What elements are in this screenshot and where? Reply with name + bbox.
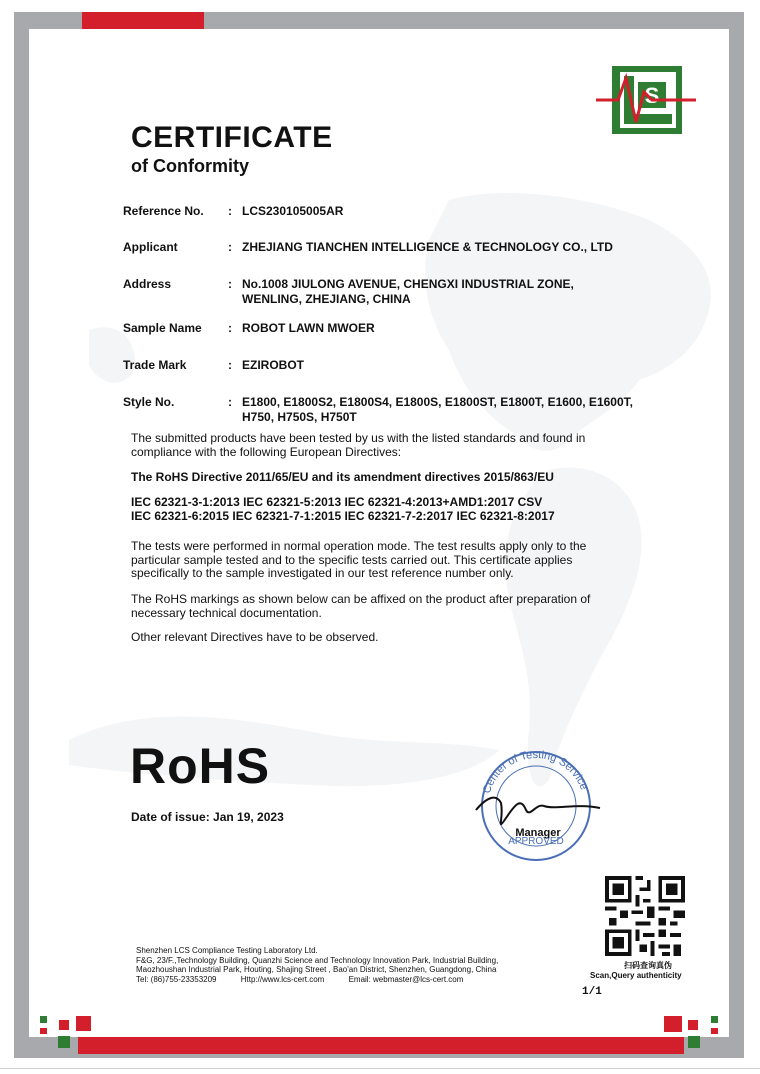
top-red-bar (82, 12, 204, 29)
certificate-subtitle: of Conformity (131, 156, 249, 176)
certificate-title: CERTIFICATE (131, 121, 333, 154)
tests-paragraph (131, 540, 621, 581)
field-value (242, 395, 662, 425)
bottom-red-bar (78, 1037, 684, 1054)
field-label: Applicant (123, 240, 178, 254)
field-colon: : (228, 395, 232, 409)
svg-text:Center of Testing Service (481, 749, 590, 795)
text-line: The tests were performed in normal operation mode. The test results apply only to the (131, 539, 587, 553)
stamp-approved: APPROVED (508, 836, 564, 847)
corner-square (688, 1020, 698, 1030)
text-line: compliance with the following European Directives: (131, 444, 402, 459)
corner-square (40, 1016, 47, 1023)
field-colon: : (228, 204, 232, 218)
corner-square (688, 1036, 700, 1048)
field-value-line: No.1008 JIULONG AVENUE, CHENGXI INDUSTRIAL ZONE, (242, 277, 574, 291)
field-colon: : (228, 321, 232, 335)
corner-square (58, 1036, 70, 1048)
corner-square (40, 1028, 47, 1034)
field-value: LCS230105005AR (242, 204, 344, 218)
qr-caption-en: Scan,Query authenticity (590, 971, 682, 980)
rohs-mark: RoHS (130, 738, 271, 794)
field-label: Reference No. (123, 204, 204, 218)
approval-stamp (466, 748, 606, 864)
field-colon: : (228, 277, 232, 291)
footer-contacts (136, 975, 498, 985)
footer-website-link[interactable]: Http://www.lcs-cert.com (240, 974, 325, 984)
corner-square (711, 1028, 718, 1034)
footer-company: Shenzhen LCS Compliance Testing Laboratory Ltd. (136, 946, 318, 955)
footer-tel: Tel: (86)755-23353209 (136, 974, 217, 984)
text-line: IEC 62321-3-1:2013 IEC 62321-5:2013 IEC 62321-4:2013+AMD1:2017 CSV (131, 495, 543, 509)
directive-line: The RoHS Directive 2011/65/EU and its amendment directives 2015/863/EU (131, 470, 554, 484)
stamp-role: Manager (515, 827, 561, 839)
footer-address-line: Maozhoushan Industrial Park, Houting, Shajing Street , Bao'an District, Shenzhen, Guangdong, China (136, 965, 497, 974)
text-line: specifically to the sample investigated in our test reference number only. (131, 566, 514, 580)
markings-paragraph (131, 593, 621, 620)
stamp-ring-text: Center of Testing Service (480, 748, 590, 796)
corner-square (76, 1016, 91, 1031)
other-directives: Other relevant Directives have to be observed. (131, 630, 379, 644)
footer-address-line: F&G, 23/F.,Technology Building, Quanzhi Science and Technology Innovation Park, Industrial Building, (136, 955, 499, 965)
standards-list (131, 496, 621, 523)
field-value-line: H750, H750S, H750T (242, 410, 357, 424)
field-colon: : (228, 358, 232, 372)
field-label: Trade Mark (123, 358, 187, 372)
corner-square (664, 1016, 682, 1032)
field-value-line: WENLING, ZHEJIANG, CHINA (242, 292, 411, 306)
bottom-divider (0, 1068, 760, 1069)
field-value: EZIROBOT (242, 358, 304, 372)
field-label: Sample Name (123, 321, 202, 335)
date-of-issue: Date of issue: Jan 19, 2023 (131, 810, 284, 824)
footer-email-link[interactable]: Email: webmaster@lcs-cert.com (348, 974, 464, 984)
field-value-line: E1800, E1800S2, E1800S4, E1800S, E1800ST, E1800T, E1600, E1600T, (242, 395, 633, 409)
text-line: particular sample tested and to the specific tests carried out. This certificate applies (131, 552, 573, 567)
lcs-logo (594, 62, 698, 138)
field-value: ZHEJIANG TIANCHEN INTELLIGENCE & TECHNOLOGY CO., LTD (242, 240, 613, 254)
corner-square (711, 1016, 718, 1023)
field-colon: : (228, 240, 232, 254)
field-value: ROBOT LAWN MWOER (242, 321, 375, 335)
field-value (242, 277, 662, 307)
qr-caption-cn: 扫码查询真伪 (624, 961, 672, 970)
corner-square (59, 1020, 69, 1030)
logo-letter: S (644, 83, 660, 108)
intro-paragraph (131, 432, 621, 459)
text-line: IEC 62321-6:2015 IEC 62321-7-1:2015 IEC 62321-7-2:2017 IEC 62321-8:2017 (131, 508, 555, 523)
text-line: The submitted products have been tested by us with the listed standards and found in (131, 431, 586, 445)
page-number: 1/1 (582, 986, 602, 998)
signature (476, 798, 600, 825)
text-line: The RoHS markings as shown below can be affixed on the product after preparation of (131, 592, 591, 606)
field-label: Style No. (123, 395, 175, 409)
text-line: necessary technical documentation. (131, 605, 322, 620)
qr-code[interactable] (605, 876, 685, 956)
field-label: Address (123, 277, 172, 291)
lab-address-footer (136, 946, 498, 984)
